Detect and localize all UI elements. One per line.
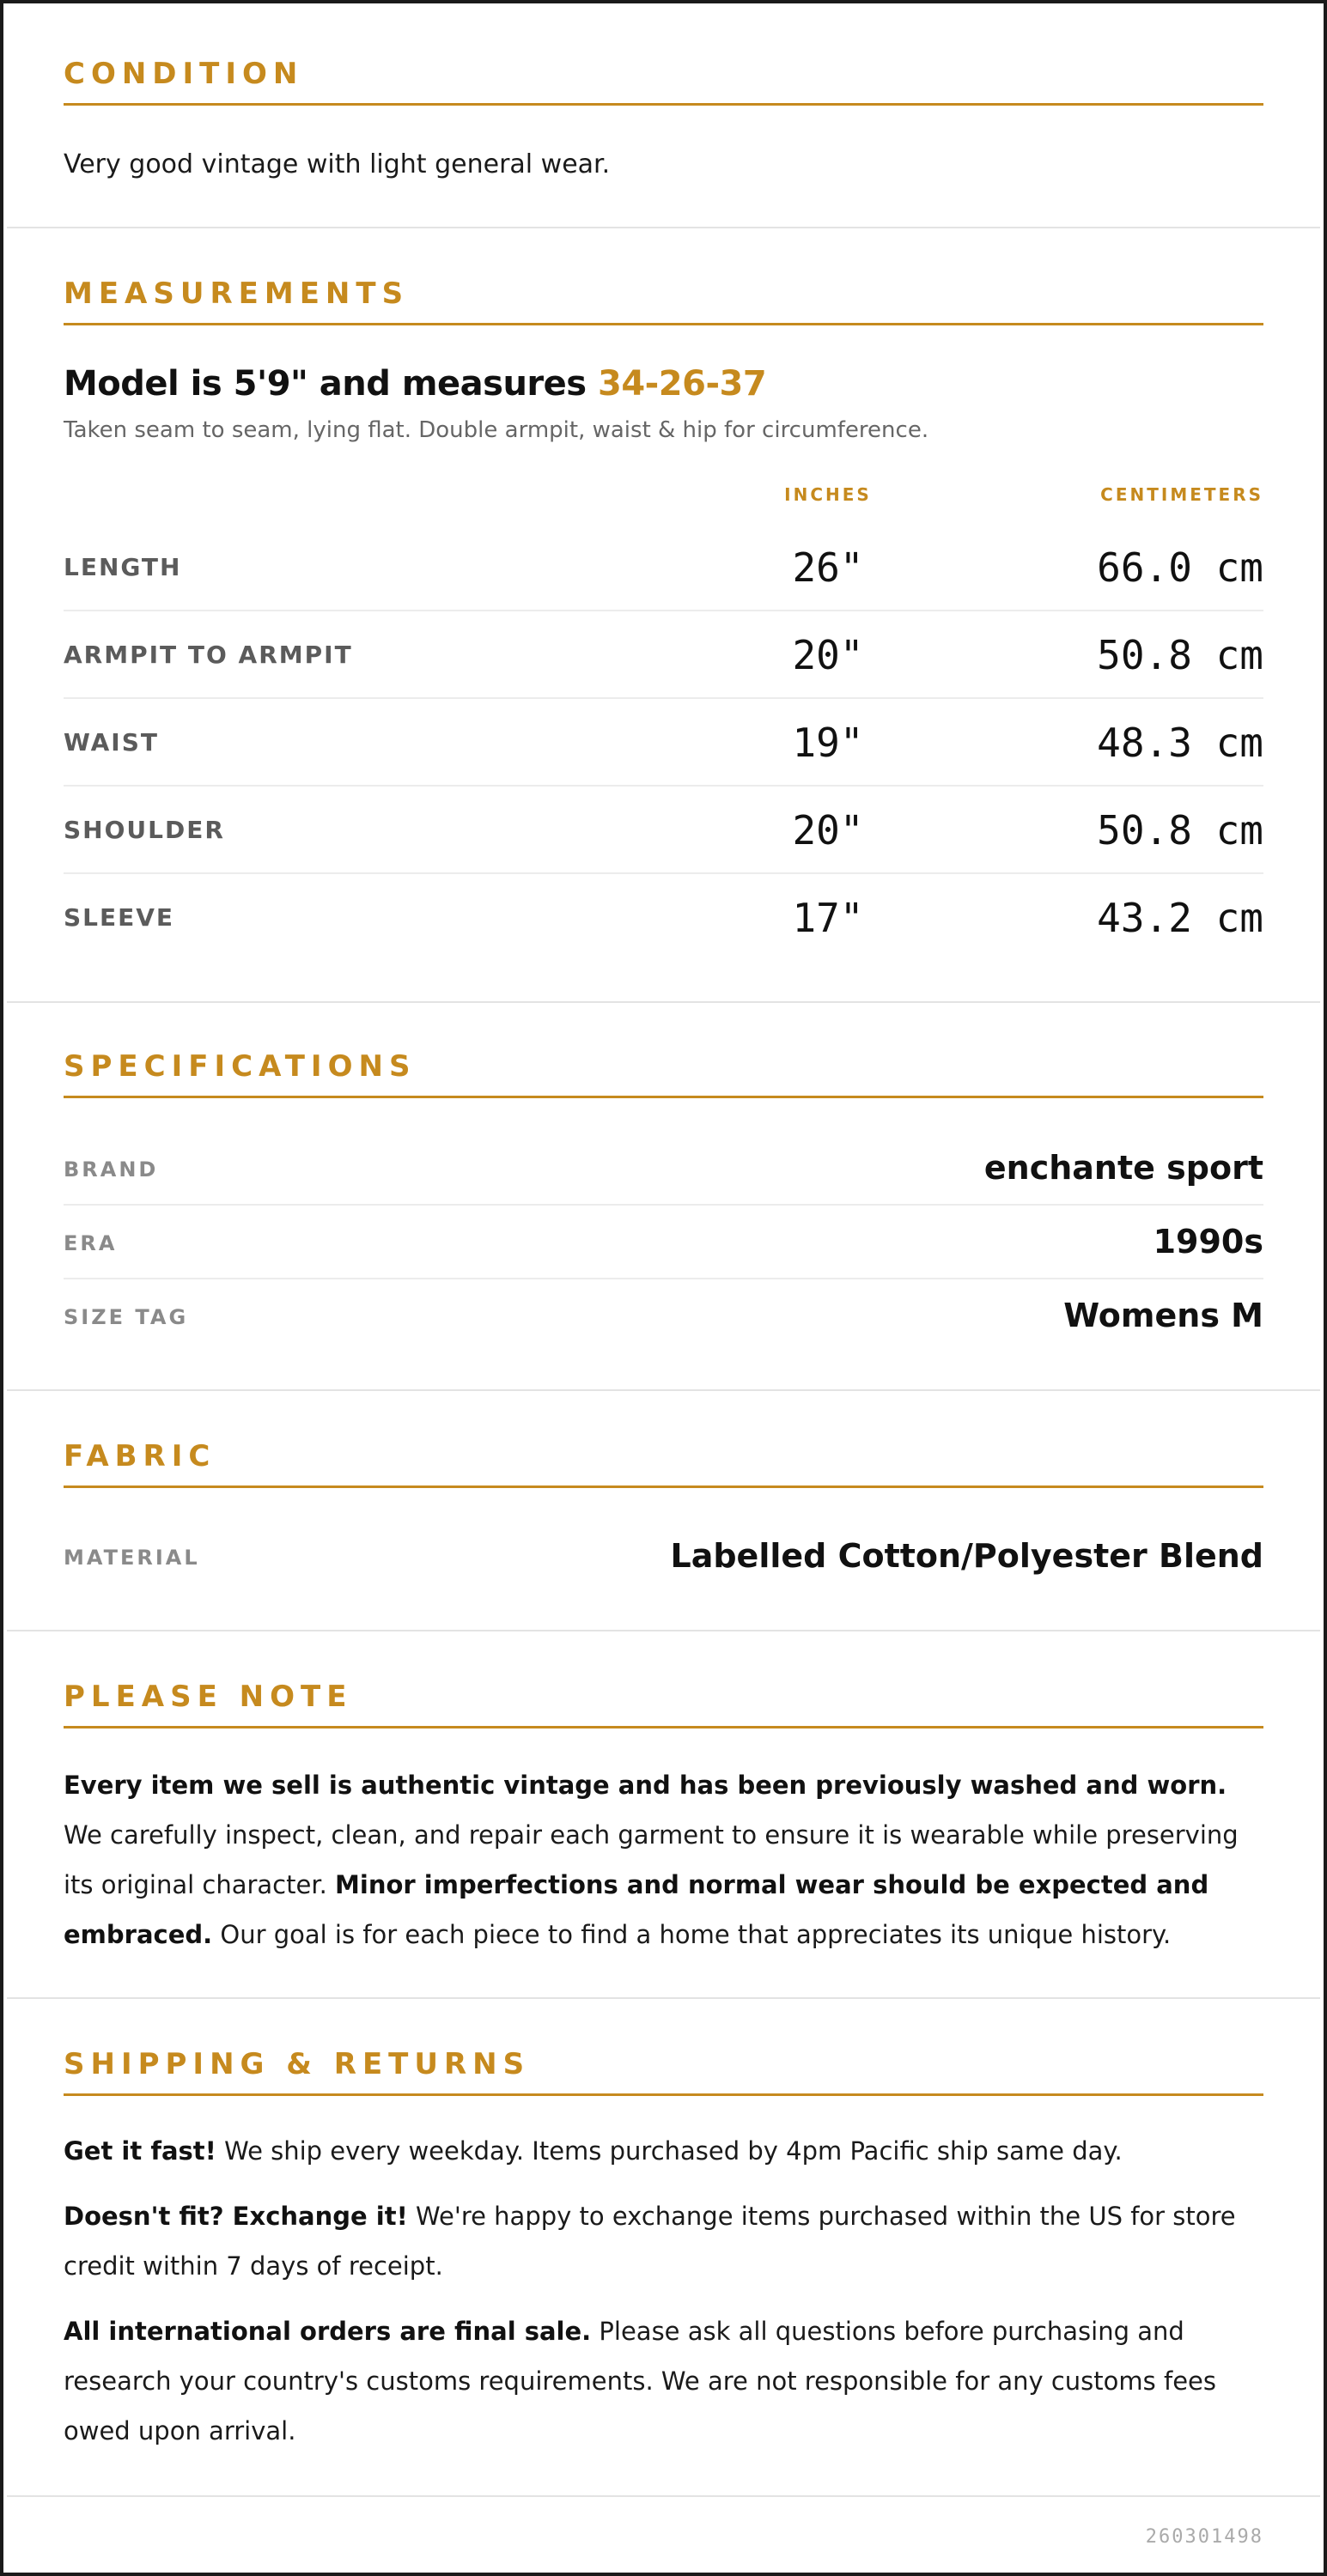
please-note-text xyxy=(64,1760,1263,1959)
measurement-label: SLEEVE xyxy=(64,903,175,932)
measurement-row-waist xyxy=(64,699,1263,787)
shipping-bold-1: Get it fast! xyxy=(64,2136,216,2166)
fabric-title: FABRIC xyxy=(64,1439,1263,1488)
measurement-inches: 26" xyxy=(792,544,864,591)
shipping-paragraph-1 xyxy=(64,2126,1263,2176)
measurement-label: SHOULDER xyxy=(64,816,225,844)
measurement-inches: 17" xyxy=(792,895,864,941)
measurement-centimeters: 50.8 cm xyxy=(1097,807,1263,854)
spec-row-era xyxy=(64,1206,1263,1279)
shipping-text-2: We're happy to exchange items purchased within the US for store credit within 7 days of receipt. xyxy=(64,2202,1236,2281)
fabric-section xyxy=(7,1391,1320,1631)
measurement-row-armpit xyxy=(64,611,1263,699)
please-note-section xyxy=(7,1631,1320,1999)
measurement-inches: 20" xyxy=(792,632,864,678)
condition-text: Very good vintage with light general wear. xyxy=(64,149,611,179)
spec-label: BRAND xyxy=(64,1157,159,1182)
specifications-title: SPECIFICATIONS xyxy=(64,1049,1263,1098)
please-note-bold-2: Minor imperfections and normal wear should be expected and embraced. xyxy=(64,1870,1209,1949)
shipping-bold-2: Doesn't fit? Exchange it! xyxy=(64,2202,408,2231)
measurement-centimeters: 48.3 cm xyxy=(1097,720,1263,766)
please-note-title: PLEASE NOTE xyxy=(64,1680,1263,1728)
measurement-centimeters: 66.0 cm xyxy=(1097,544,1263,591)
measurement-inches: 19" xyxy=(792,720,864,766)
product-id: 260301498 xyxy=(1145,2526,1263,2548)
please-note-text-2: Our goal is for each piece to find a home that appreciates its unique history. xyxy=(212,1920,1172,1949)
shipping-bold-3: All international orders are final sale. xyxy=(64,2317,592,2346)
fabric-value: Labelled Cotton/Polyester Blend xyxy=(670,1537,1263,1575)
measurement-centimeters: 50.8 cm xyxy=(1097,632,1263,678)
measurement-row-sleeve xyxy=(64,874,1263,962)
model-prefix: Model is 5'9" and measures xyxy=(64,364,599,404)
measurement-row-length xyxy=(64,524,1263,611)
measurements-section xyxy=(7,228,1320,1003)
fabric-row-material xyxy=(64,1520,1263,1594)
measurement-row-shoulder xyxy=(64,787,1263,874)
shipping-section xyxy=(7,1999,1320,2497)
please-note-bold-1: Every item we sell is authentic vintage and has been previously washed and worn. xyxy=(64,1771,1227,1800)
column-header-centimeters: CENTIMETERS xyxy=(1100,484,1263,505)
measurement-centimeters: 43.2 cm xyxy=(1097,895,1263,941)
spec-value: Womens M xyxy=(1063,1297,1263,1334)
spec-row-brand xyxy=(64,1132,1263,1206)
column-header-inches: INCHES xyxy=(784,484,872,505)
model-measure: 34-26-37 xyxy=(598,364,767,404)
shipping-text-1: We ship every weekday. Items purchased by 4pm Pacific ship same day. xyxy=(216,2136,1123,2166)
spec-value: enchante sport xyxy=(983,1149,1263,1187)
spec-row-size-tag xyxy=(64,1279,1263,1353)
measurement-label: ARMPIT TO ARMPIT xyxy=(64,641,353,669)
condition-section xyxy=(7,7,1320,228)
shipping-paragraph-3 xyxy=(64,2306,1263,2456)
measurement-inches: 20" xyxy=(792,807,864,854)
spec-label: ERA xyxy=(64,1231,118,1255)
please-note-text-1: We carefully inspect, clean, and repair each garment to ensure it is wearable while preserving its original character. xyxy=(64,1820,1239,1899)
shipping-text-3: Please ask all questions before purchasing and research your country's customs requirements. We are not responsible for any customs fees owed upon arrival. xyxy=(64,2317,1216,2445)
model-line xyxy=(64,364,1263,404)
condition-title: CONDITION xyxy=(64,57,1263,106)
measurements-title: MEASUREMENTS xyxy=(64,276,1263,325)
shipping-title: SHIPPING & RETURNS xyxy=(64,2047,1263,2096)
measurement-label: WAIST xyxy=(64,728,159,756)
specifications-section xyxy=(7,1003,1320,1391)
spec-label: SIZE TAG xyxy=(64,1305,189,1329)
shipping-paragraph-2 xyxy=(64,2191,1263,2291)
spec-value: 1990s xyxy=(1153,1223,1263,1261)
fabric-label: MATERIAL xyxy=(64,1546,200,1570)
measurement-label: LENGTH xyxy=(64,553,182,581)
measurement-note: Taken seam to seam, lying flat. Double armpit, waist & hip for circumference. xyxy=(64,417,929,443)
